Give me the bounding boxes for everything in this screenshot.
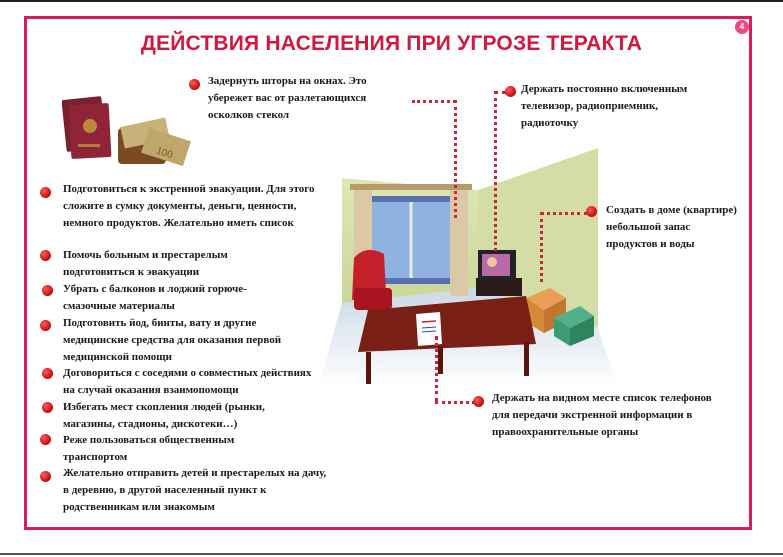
connector-line — [540, 212, 543, 282]
page-title: ДЕЙСТВИЯ НАСЕЛЕНИЯ ПРИ УГРОЗЕ ТЕРАКТА — [140, 32, 643, 55]
bullet-icon — [40, 250, 51, 261]
connector-line — [435, 401, 475, 404]
callout-tv: Держать постоянно включенным телевизор, радиоприемник, радиоточку — [521, 83, 688, 129]
list-item-avoid-crowds: Избегать мест скопления людей (рынки, магазины, стадионы, дискотеки…) — [63, 401, 265, 430]
connector-line — [435, 336, 438, 402]
connector-line — [412, 100, 456, 103]
callout-phones: Держать на видном месте список телефонов для передачи экстренной информации в правоохранительные органы — [492, 392, 712, 438]
list-item-help-elderly: Помочь больным и престарелым подготовиться к эвакуации — [63, 249, 228, 278]
room-illustration — [318, 138, 618, 388]
bullet-icon — [40, 434, 51, 445]
connector-line — [454, 100, 457, 218]
callout-curtains: Задернуть шторы на окнах. Это убережет вас от разлетающихся осколков стекол — [208, 75, 367, 121]
svg-text:100: 100 — [154, 145, 174, 162]
bullet-icon — [40, 320, 51, 331]
bullet-icon — [505, 86, 516, 97]
list-item-evacuation: Подготовиться к экстренной эвакуации. Для этого сложите в сумку документы, деньги, ценности, немного продуктов. Желательно иметь список — [63, 183, 315, 229]
connector-line — [494, 91, 497, 251]
list-item-public-transport: Реже пользоваться общественным транспортом — [63, 434, 235, 463]
page-number-badge: 4 — [735, 20, 749, 34]
bottom-rule — [0, 553, 783, 555]
top-rule — [0, 0, 783, 2]
bullet-icon — [40, 471, 51, 482]
connector-line — [540, 212, 588, 215]
bullet-icon — [189, 79, 200, 90]
list-item-neighbors: Договориться с соседями о совместных действиях на случай оказания взаимопомощи — [63, 367, 312, 396]
list-item-medical-supplies: Подготовить йод, бинты, вату и другие медицинские средства для оказания первой медицинской помощи — [63, 317, 282, 363]
list-item-send-children: Желательно отправить детей и престарелых на дачу, в деревню, в другой населенный пункт к родственникам или знакомым — [63, 467, 327, 513]
callout-food: Создать в доме (квартире) небольшой запас продуктов и воды — [606, 204, 737, 250]
bullet-icon — [42, 368, 53, 379]
bullet-icon — [40, 187, 51, 198]
bullet-icon — [42, 285, 53, 296]
bullet-icon — [42, 402, 53, 413]
passport-wallet-illustration — [62, 96, 192, 178]
list-item-remove-flammables: Убрать с балконов и лоджий горюче-смазочные материалы — [63, 283, 247, 312]
